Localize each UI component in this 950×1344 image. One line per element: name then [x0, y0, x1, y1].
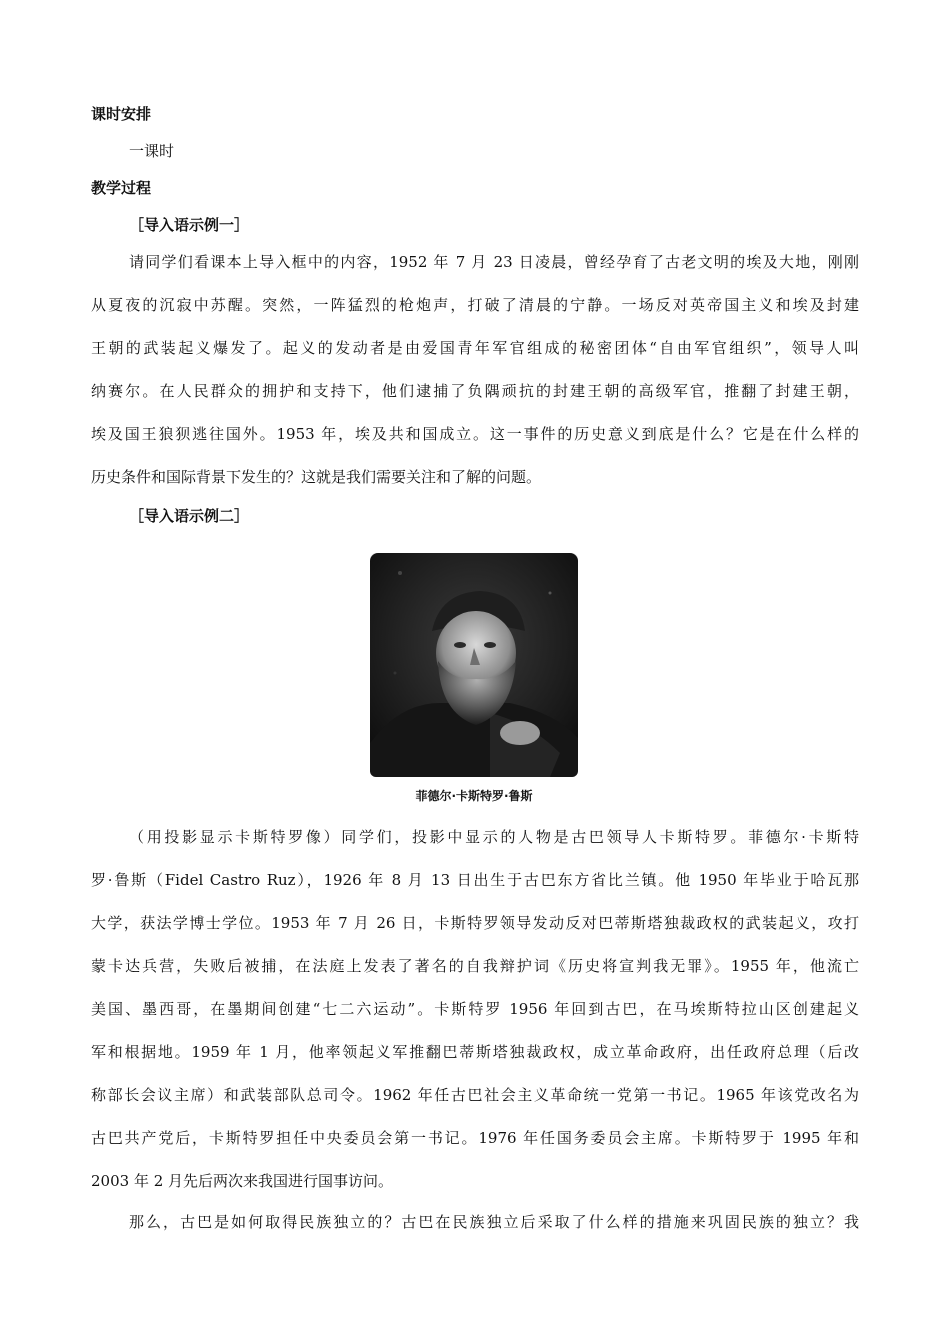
- example-two-heading: ［导入语示例二］: [129, 507, 250, 525]
- schedule-value: 一课时: [129, 142, 175, 160]
- castro-line: 美国、墨西哥，在墨期间创建“七二六运动”。卡斯特罗 1956 年回到古巴，在马埃斯特拉山区创建起义: [91, 1000, 859, 1018]
- castro-line: （用投影显示卡斯特罗像）同学们，投影中显示的人物是古巴领导人卡斯特罗。菲德尔·卡斯特: [129, 828, 859, 846]
- intro-line: 从夏夜的沉寂中苏醒。突然，一阵猛烈的枪炮声，打破了清晨的宁静。一场反对英帝国主义和埃及封建: [91, 296, 859, 314]
- castro-line: 大学，获法学博士学位。1953 年 7 月 26 日，卡斯特罗领导发动反对巴蒂斯塔独裁政权的武装起义，攻打: [91, 914, 859, 932]
- intro-line: 纳赛尔。在人民群众的拥护和支持下，他们逮捕了负隅顽抗的封建王朝的高级军官，推翻了封建王朝，: [91, 382, 859, 400]
- photo-caption: 菲德尔·卡斯特罗·鲁斯: [415, 789, 533, 803]
- castro-line: 蒙卡达兵营，失败后被捕，在法庭上发表了著名的自我辩护词《历史将宣判我无罪》。1955 年，他流亡: [91, 957, 859, 975]
- castro-portrait-photo: [370, 553, 578, 777]
- castro-line: 军和根据地。1959 年 1 月，他率领起义军推翻巴蒂斯塔独裁政权，成立革命政府，出任政府总理（后改: [91, 1043, 859, 1061]
- example-one-heading: ［导入语示例一］: [129, 216, 250, 234]
- castro-line: 2003 年 2 月先后两次来我国进行国事访问。: [91, 1172, 394, 1190]
- process-heading: 教学过程: [91, 179, 152, 197]
- intro-line: 王朝的武装起义爆发了。起义的发动者是由爱国青年军官组成的秘密团体“自由军官组织”，领导人叫: [91, 339, 859, 357]
- intro-line: 请同学们看课本上导入框中的内容，1952 年 7 月 23 日凌晨，曾经孕育了古老文明的埃及大地，刚刚: [129, 253, 859, 271]
- intro-line: 埃及国王狼狈逃往国外。1953 年，埃及共和国成立。这一事件的历史意义到底是什么？它是在什么样的: [91, 425, 859, 443]
- closing-line: 那么，古巴是如何取得民族独立的？古巴在民族独立后采取了什么样的措施来巩固民族的独立？我: [129, 1213, 859, 1231]
- castro-line: 古巴共产党后，卡斯特罗担任中央委员会第一书记。1976 年任国务委员会主席。卡斯特罗于 1995 年和: [91, 1129, 859, 1147]
- schedule-heading: 课时安排: [91, 105, 152, 123]
- intro-line: 历史条件和国际背景下发生的？这就是我们需要关注和了解的问题。: [91, 468, 542, 486]
- castro-line: 罗·鲁斯（Fidel Castro Ruz），1926 年 8 月 13 日出生于古巴东方省比兰镇。他 1950 年毕业于哈瓦那: [91, 871, 859, 889]
- castro-line: 称部长会议主席）和武装部队总司令。1962 年任古巴社会主义革命统一党第一书记。1965 年该党改名为: [91, 1086, 859, 1104]
